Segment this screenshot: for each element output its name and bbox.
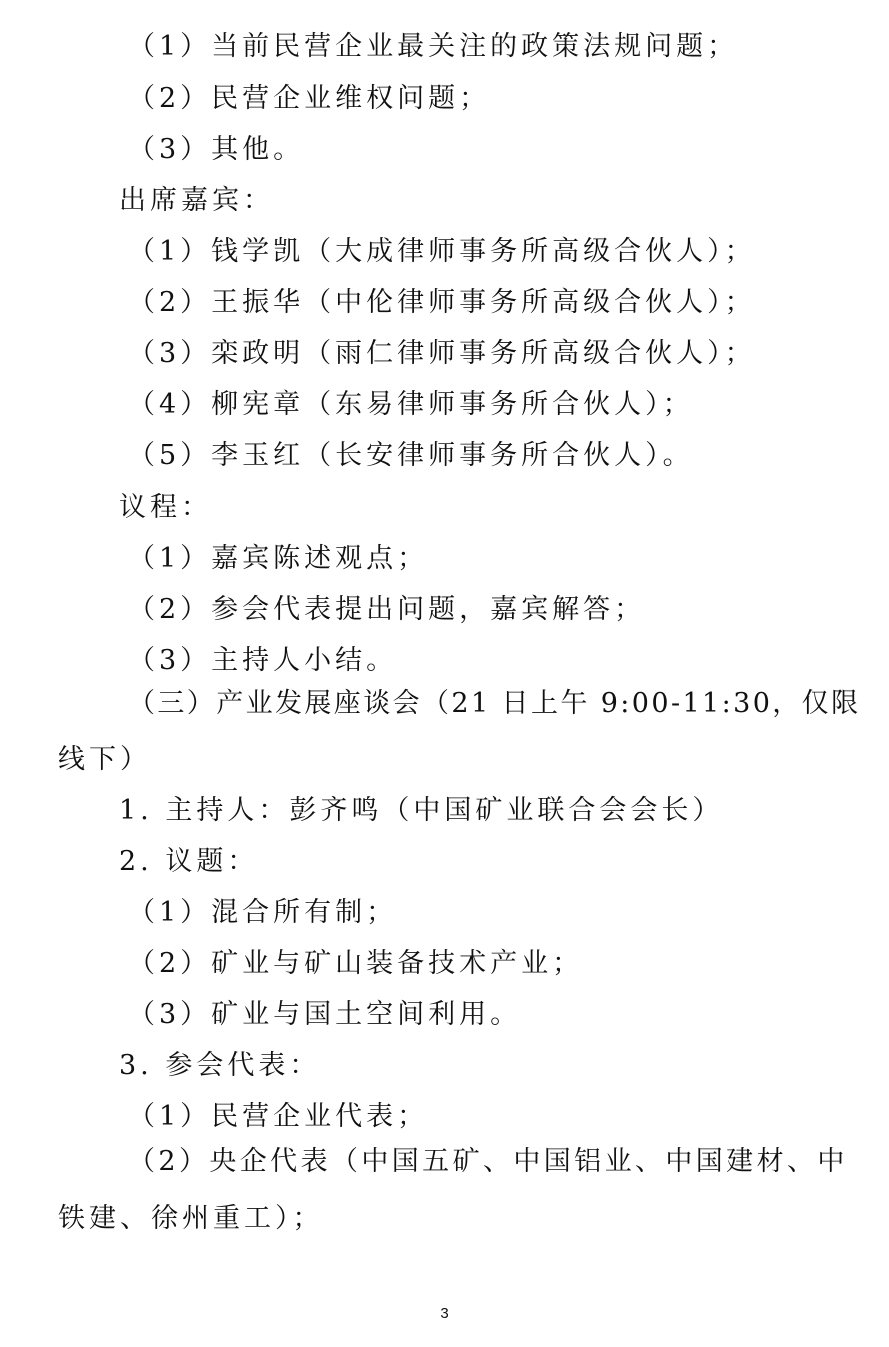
participant-item-2-continuation: 铁建、徐州重工）；: [58, 1203, 324, 1234]
page-number: 3: [440, 1305, 449, 1322]
policy-topic-item-2: （2）民营企业维权问题；: [128, 83, 491, 114]
agenda-item-2: （2）参会代表提出问题，嘉宾解答；: [128, 594, 646, 625]
participants-heading: 3. 参会代表：: [119, 1050, 321, 1081]
section-heading-industry-forum: （三）产业发展座谈会（21 日上午 9:00-11:30，仅限: [128, 688, 861, 719]
guest-item-1: （1）钱学凯（大成律师事务所高级合伙人）；: [128, 236, 756, 267]
topic-item-3: （3）矿业与国土空间利用。: [128, 999, 522, 1030]
policy-topic-item-3: （3）其他。: [128, 134, 305, 165]
participant-item-1: （1）民营企业代表；: [128, 1101, 429, 1132]
topic-item-1: （1）混合所有制；: [128, 897, 398, 928]
participant-item-2: （2）央企代表（中国五矿、中国铝业、中国建材、中: [128, 1146, 848, 1177]
guest-item-4: （4）柳宪章（东易律师事务所合伙人）；: [128, 389, 694, 420]
topics-heading: 2. 议题：: [119, 846, 259, 877]
section-heading-continuation: 线下）: [58, 744, 151, 775]
guest-item-2: （2）王振华（中伦律师事务所高级合伙人）；: [128, 287, 756, 318]
topic-item-2: （2）矿业与矿山装备技术产业；: [128, 948, 584, 979]
guest-item-3: （3）栾政明（雨仁律师事务所高级合伙人）；: [128, 338, 756, 369]
agenda-heading: 议程：: [119, 492, 212, 523]
host-line: 1. 主持人：彭齐鸣（中国矿业联合会会长）: [119, 795, 724, 826]
policy-topic-item-1: （1）当前民营企业最关注的政策法规问题；: [128, 31, 739, 62]
agenda-item-3: （3）主持人小结。: [128, 645, 398, 676]
guests-heading: 出席嘉宾：: [119, 185, 274, 216]
guest-item-5: （5）李玉红（长安律师事务所合伙人）。: [128, 440, 694, 471]
agenda-item-1: （1）嘉宾陈述观点；: [128, 543, 429, 574]
